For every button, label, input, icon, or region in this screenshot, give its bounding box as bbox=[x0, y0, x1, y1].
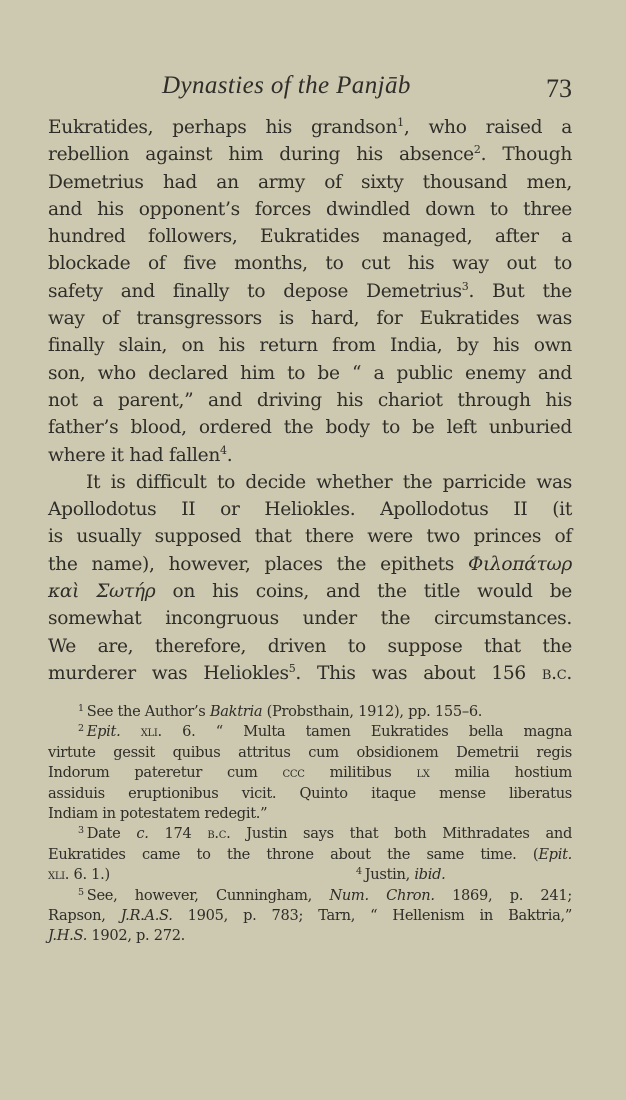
line-text: murderer was Heliokles bbox=[48, 662, 289, 684]
citation-sc: xli. bbox=[48, 866, 70, 884]
footnote-2-line: Indiam in potestatem redegit.” bbox=[48, 805, 268, 823]
footnote-2-line: virtute gessit quibus attritus cum obsidionem Demetrii regis bbox=[48, 743, 572, 761]
text-line bbox=[48, 660, 572, 687]
footnote-3-line bbox=[48, 865, 572, 885]
era-abbrev: b.c. bbox=[207, 825, 231, 843]
footnote-text: Rapson, bbox=[48, 907, 121, 925]
text-line: and his opponent’s forces dwindled down to three bbox=[48, 198, 572, 220]
line-text: on his coins, and the title would be bbox=[155, 581, 572, 603]
footnote-number: 2 bbox=[78, 723, 84, 735]
footnote-text: militibus bbox=[304, 764, 417, 782]
footnote-text: 1905, p. 783; Tarn, “ Hellenism in Baktria,” bbox=[172, 907, 572, 925]
page-header bbox=[48, 72, 572, 106]
footnote-text: milia hostium bbox=[429, 764, 572, 782]
text-line bbox=[48, 578, 572, 605]
footnote-3-line bbox=[48, 845, 572, 865]
book-title: Baktria bbox=[209, 703, 263, 720]
footnote-5-line bbox=[48, 926, 572, 946]
footnote-ref[interactable]: 5 bbox=[288, 661, 296, 675]
line-text: . But the bbox=[468, 280, 572, 302]
citation-italic: Epit. bbox=[538, 845, 572, 863]
footnote-4 bbox=[356, 865, 445, 885]
roman-numeral: ccc bbox=[282, 764, 305, 782]
era-abbrev: b.c. bbox=[541, 662, 572, 684]
text-line bbox=[48, 442, 572, 469]
circa-italic: c. bbox=[136, 825, 149, 843]
text-line bbox=[48, 114, 572, 141]
text-line bbox=[48, 141, 572, 168]
text-line: son, who declared him to be “ a public enemy and bbox=[48, 362, 572, 384]
line-text: rebellion against him during his absence bbox=[48, 144, 474, 166]
footnote-text: Justin says that both Mithradates and bbox=[230, 825, 573, 843]
text-line: Demetrius had an army of sixty thousand men, bbox=[48, 171, 572, 193]
line-text: Eukratides, perhaps his grandson bbox=[48, 117, 398, 138]
line-text: where it had fallen bbox=[48, 444, 221, 466]
roman-numeral: lx bbox=[416, 764, 430, 782]
footnote-ref[interactable]: 2 bbox=[473, 143, 481, 157]
greek-epithet: καὶ Σωτήρ bbox=[48, 581, 156, 603]
footnote-ref[interactable]: 1 bbox=[397, 116, 404, 129]
footnote-text: 1869, p. 241; bbox=[434, 886, 572, 904]
text-line: way of transgressors is hard, for Eukratides was bbox=[48, 308, 572, 330]
greek-epithet: Φιλοπάτωρ bbox=[468, 553, 572, 575]
footnote-ref[interactable]: 4 bbox=[220, 443, 227, 457]
journal-italic: J.H.S. bbox=[48, 927, 88, 945]
paragraph-1 bbox=[48, 114, 572, 469]
text-line: Apollodotus II or Heliokles. Apollodotus II (it bbox=[48, 499, 572, 521]
footnote-2-line: assiduis eruptionibus vicit. Quinto itaque mense liberatus bbox=[48, 784, 572, 802]
line-text: . bbox=[226, 444, 233, 466]
footnote-1 bbox=[48, 702, 572, 722]
footnote-number: 1 bbox=[78, 703, 84, 714]
text-line bbox=[48, 551, 572, 578]
footnote-text: Date bbox=[86, 825, 137, 843]
footnote-text: (Probsthain, 1912), pp. 155–6. bbox=[262, 703, 483, 720]
line-text: safety and finally to depose Demetrius bbox=[48, 280, 462, 302]
paragraph-2 bbox=[48, 469, 572, 687]
footnote-text: Eukratides came to the throne about the same time. ( bbox=[48, 845, 539, 863]
line-text: the name), however, places the epithets bbox=[48, 553, 469, 575]
line-text: . This was about 156 bbox=[295, 662, 542, 684]
footnote-3 bbox=[48, 824, 572, 844]
footnote-text: See the Author’s bbox=[86, 703, 210, 720]
page-number: 73 bbox=[546, 74, 572, 103]
text-line: is usually supposed that there were two princes of bbox=[48, 526, 572, 548]
footnote-text: See, however, Cunningham, bbox=[86, 886, 330, 904]
footnote-2-line bbox=[48, 763, 572, 783]
text-line: not a parent,” and driving his chariot through his bbox=[48, 389, 572, 411]
footnote-number: 5 bbox=[78, 886, 84, 898]
footnote-text: Indorum pateretur cum bbox=[48, 764, 283, 782]
footnote-number: 3 bbox=[78, 825, 84, 837]
text-line: father’s blood, ordered the body to be left unburied bbox=[48, 417, 572, 439]
footnote-number: 4 bbox=[356, 866, 362, 878]
text-line: blockade of five months, to cut his way out to bbox=[48, 253, 572, 275]
footnote-5-line bbox=[48, 906, 572, 926]
footnotes bbox=[48, 702, 572, 947]
line-text: . Though bbox=[480, 144, 572, 166]
footnote-ref[interactable]: 3 bbox=[461, 279, 469, 293]
text-line: It is difficult to decide whether the parricide was bbox=[86, 471, 572, 493]
footnote-text: Justin, bbox=[364, 866, 415, 884]
text-line bbox=[48, 278, 572, 305]
footnote-text: 6. “ Multa tamen Eukratides bella magna bbox=[161, 723, 572, 741]
footnote-text: 6. 1.) bbox=[69, 866, 110, 884]
text-line: We are, therefore, driven to suppose that the bbox=[48, 635, 572, 657]
footnote-text: 174 bbox=[148, 825, 208, 843]
journal-italic: J.R.A.S. bbox=[120, 907, 173, 925]
footnote-text: 1902, p. 272. bbox=[87, 927, 186, 945]
footnote-2 bbox=[48, 722, 572, 742]
footnote-5 bbox=[48, 886, 572, 906]
journal-italic: Num. Chron. bbox=[329, 886, 435, 904]
citation-sc: xli. bbox=[140, 723, 162, 741]
body-text bbox=[48, 114, 572, 687]
running-title: Dynasties of the Panjāb bbox=[162, 72, 411, 99]
citation-italic: Epit. bbox=[86, 723, 121, 741]
text-line: finally slain, on his return from India, by his own bbox=[48, 335, 572, 357]
text-line: hundred followers, Eukratides managed, after a bbox=[48, 226, 572, 248]
line-text: , who raised a bbox=[403, 117, 572, 138]
ibid-italic: ibid. bbox=[414, 866, 446, 884]
text-line: somewhat incongruous under the circumstances. bbox=[48, 608, 572, 630]
